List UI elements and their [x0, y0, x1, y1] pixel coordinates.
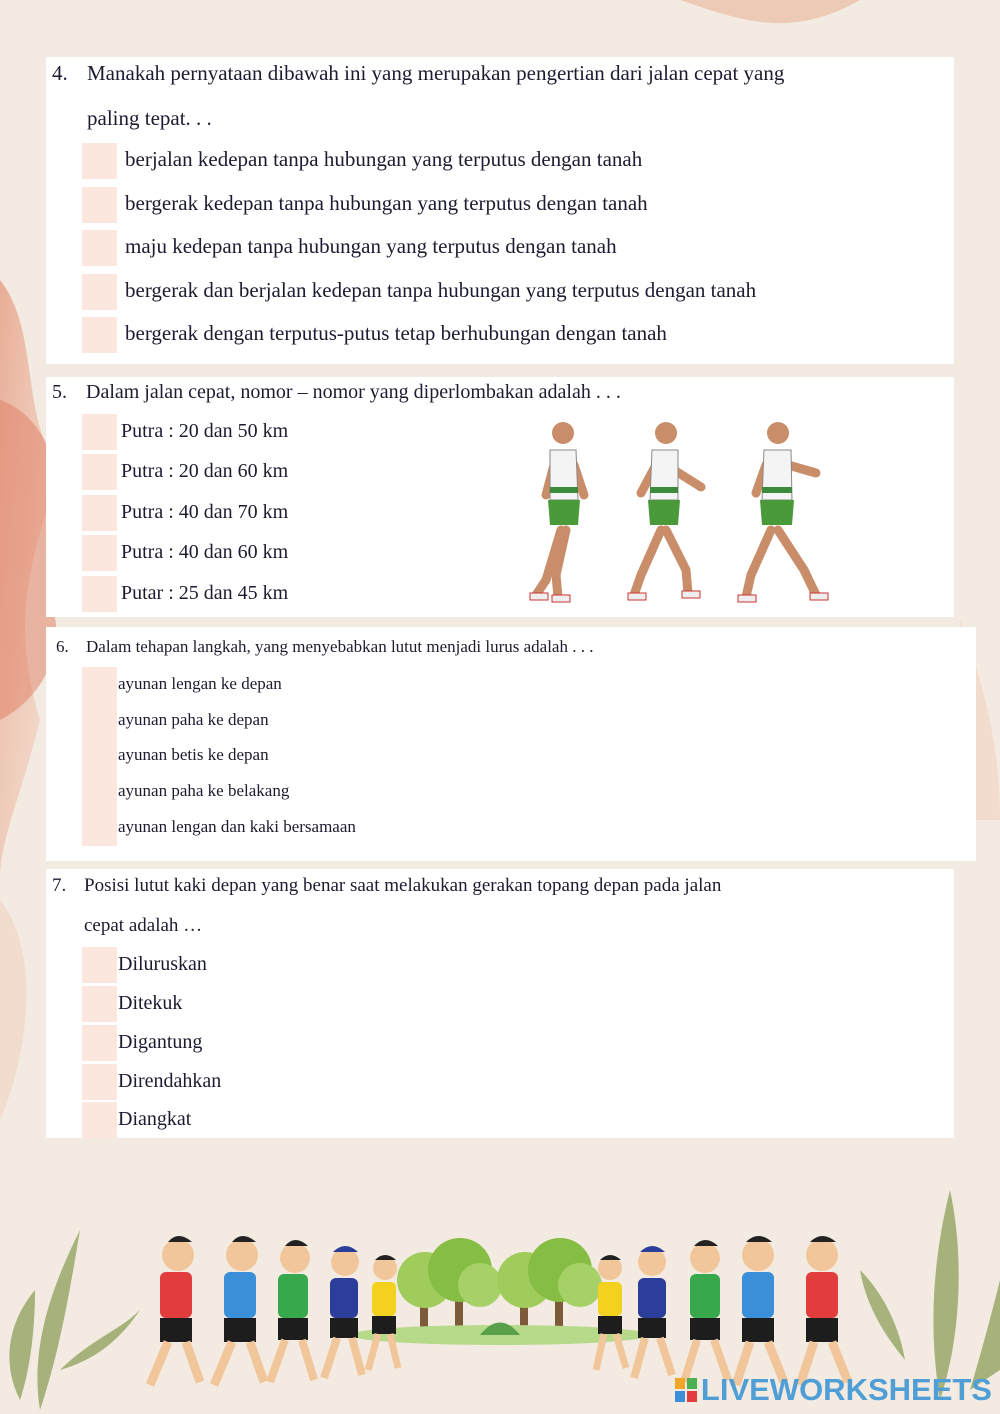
- runner-blue-2: [736, 1236, 784, 1385]
- question-7-number: 7.: [52, 875, 67, 896]
- answer-checkbox[interactable]: [82, 947, 117, 983]
- option-label: Putar : 25 dan 45 km: [121, 582, 289, 604]
- answer-checkbox[interactable]: [82, 703, 117, 739]
- option-label: Diluruskan: [118, 953, 207, 975]
- leaf-branch-left: [9, 1230, 140, 1410]
- answer-checkbox[interactable]: [82, 317, 117, 353]
- runner-red-1: [150, 1236, 200, 1385]
- runner-green-1: [270, 1240, 314, 1382]
- question-6-number: 6.: [56, 637, 69, 656]
- option-label: Putra : 40 dan 60 km: [121, 541, 289, 563]
- answer-checkbox[interactable]: [82, 667, 117, 703]
- race-walkers-illustration: [516, 415, 836, 615]
- question-6-option-4[interactable]: [46, 774, 976, 810]
- question-7-option-3[interactable]: [46, 1025, 954, 1061]
- option-label: ayunan betis ke depan: [118, 745, 269, 764]
- question-4-option-5[interactable]: [46, 317, 954, 353]
- answer-checkbox[interactable]: [82, 230, 117, 266]
- question-4-text-line2: paling tepat. . .: [87, 106, 212, 130]
- option-label: Putra : 20 dan 50 km: [121, 420, 289, 442]
- question-5-text-line1: Dalam jalan cepat, nomor – nomor yang diperlombakan adalah . . .: [86, 381, 621, 403]
- option-label: Digantung: [118, 1031, 203, 1053]
- answer-checkbox[interactable]: [82, 986, 117, 1022]
- option-label: bergerak dengan terputus-putus tetap berhubungan dengan tanah: [125, 321, 667, 345]
- question-5-number: 5.: [52, 381, 67, 403]
- option-label: ayunan paha ke depan: [118, 710, 269, 729]
- runners-right-group: [596, 1236, 848, 1385]
- option-label: ayunan lengan dan kaki bersamaan: [118, 817, 356, 836]
- answer-checkbox[interactable]: [82, 535, 117, 571]
- runner-navy-1: [324, 1246, 362, 1378]
- question-7-text-line2: cepat adalah …: [84, 915, 203, 936]
- option-label: maju kedepan tanpa hubungan yang terputus dengan tanah: [125, 234, 617, 258]
- question-4-option-4[interactable]: [46, 274, 954, 310]
- answer-checkbox[interactable]: [82, 1025, 117, 1061]
- question-4-option-1[interactable]: [46, 143, 954, 179]
- question-4-card: [46, 57, 954, 364]
- liveworksheets-logo-text: LIVEWORKSHEETS: [700, 1372, 992, 1407]
- question-6-card: [46, 627, 976, 861]
- question-4-option-3[interactable]: [46, 230, 954, 266]
- runner-green-2: [684, 1240, 728, 1382]
- question-6-text-line1: Dalam tehapan langkah, yang menyebabkan lutut menjadi lurus adalah . . .: [86, 637, 594, 656]
- leaf-branch-right: [860, 1190, 1000, 1400]
- option-label: berjalan kedepan tanpa hubungan yang terputus dengan tanah: [125, 147, 643, 171]
- answer-checkbox[interactable]: [82, 495, 117, 531]
- question-7-option-5[interactable]: [46, 1102, 954, 1138]
- option-label: Direndahkan: [118, 1070, 222, 1092]
- runner-yellow-2: [596, 1255, 626, 1370]
- question-7-option-2[interactable]: [46, 986, 954, 1022]
- answer-checkbox[interactable]: [82, 576, 117, 612]
- runners-left-group: [150, 1236, 398, 1385]
- runner-blue-1: [214, 1236, 264, 1385]
- option-label: ayunan paha ke belakang: [118, 781, 290, 800]
- question-7-option-1[interactable]: [46, 947, 954, 983]
- option-label: Ditekuk: [118, 992, 183, 1014]
- runner-navy-2: [634, 1246, 672, 1378]
- answer-checkbox[interactable]: [82, 187, 117, 223]
- question-5-card: [46, 377, 954, 617]
- option-label: Putra : 20 dan 60 km: [121, 460, 289, 482]
- question-4-number: 4.: [52, 61, 68, 85]
- answer-checkbox[interactable]: [82, 810, 117, 846]
- answer-checkbox[interactable]: [82, 774, 117, 810]
- option-label: ayunan lengan ke depan: [118, 674, 282, 693]
- option-label: Diangkat: [118, 1108, 192, 1130]
- runner-yellow-1: [368, 1255, 398, 1370]
- answer-checkbox[interactable]: [82, 274, 117, 310]
- runner-red-2: [800, 1236, 848, 1385]
- liveworksheets-logo: [675, 1372, 992, 1408]
- question-6-option-2[interactable]: [46, 703, 976, 739]
- question-6-option-5[interactable]: [46, 810, 976, 846]
- answer-checkbox[interactable]: [82, 1102, 117, 1138]
- answer-checkbox[interactable]: [82, 738, 117, 774]
- question-6-option-3[interactable]: [46, 738, 976, 774]
- option-label: bergerak kedepan tanpa hubungan yang terputus dengan tanah: [125, 191, 648, 215]
- question-6-option-1[interactable]: [46, 667, 976, 703]
- question-7-card: [46, 869, 954, 1138]
- question-7-text-line1: Posisi lutut kaki depan yang benar saat melakukan gerakan topang depan pada jalan: [84, 875, 722, 896]
- answer-checkbox[interactable]: [82, 414, 117, 450]
- question-7-option-4[interactable]: [46, 1064, 954, 1100]
- option-label: Putra : 40 dan 70 km: [121, 501, 289, 523]
- answer-checkbox[interactable]: [82, 143, 117, 179]
- liveworksheets-logo-icon: [675, 1378, 697, 1402]
- option-label: bergerak dan berjalan kedepan tanpa hubungan yang terputus dengan tanah: [125, 278, 757, 302]
- question-4-text-line1: Manakah pernyataan dibawah ini yang merupakan pengertian dari jalan cepat yang: [87, 61, 785, 85]
- answer-checkbox[interactable]: [82, 1064, 117, 1100]
- question-4-option-2[interactable]: [46, 187, 954, 223]
- answer-checkbox[interactable]: [82, 454, 117, 490]
